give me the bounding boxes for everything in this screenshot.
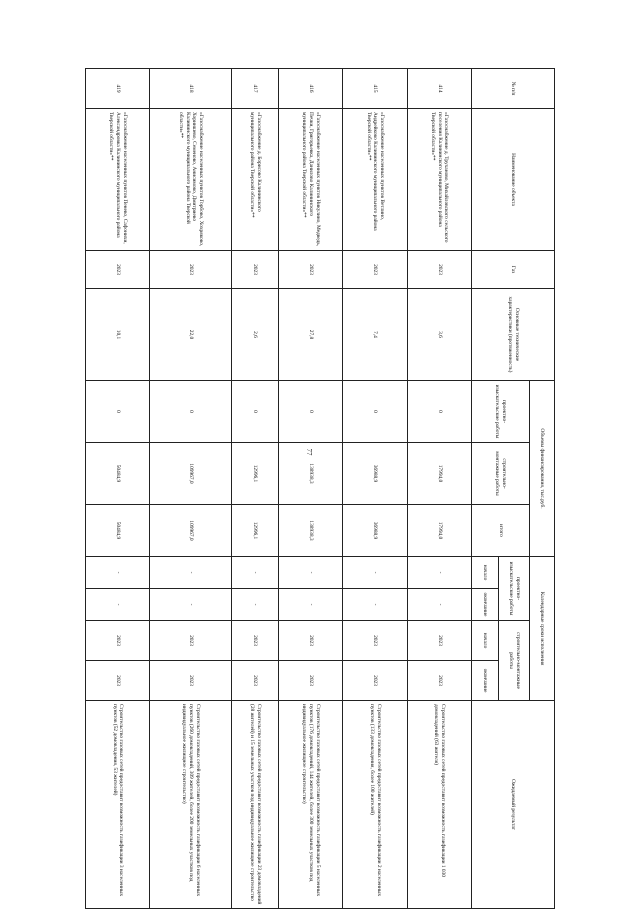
table-row	[279, 69, 343, 909]
cell-design: 0	[86, 381, 150, 443]
cell-characteristics: 27,8	[279, 289, 343, 381]
header-result: Ожидаемый результат	[472, 701, 555, 909]
cell-design: 0	[343, 381, 407, 443]
cell-design-start: -	[343, 557, 407, 589]
header-funding: Объемы финансирования, тыс.руб.	[530, 381, 555, 557]
cell-characteristics: 10,1	[86, 289, 150, 381]
table-row	[86, 69, 150, 909]
cell-num: 418	[150, 69, 232, 109]
cell-construction-end: 2023	[407, 661, 471, 701]
cell-design: 0	[150, 381, 232, 443]
cell-construction-end: 2023	[150, 661, 232, 701]
cell-characteristics: 2,6	[231, 289, 278, 381]
cell-construction-start: 2023	[231, 621, 278, 661]
cell-construction-end: 2023	[279, 661, 343, 701]
cell-construction-start: 2023	[279, 621, 343, 661]
table-header	[472, 69, 555, 909]
header-construction-works: строительно-монтажные работы	[472, 443, 530, 505]
cell-gas: 2023	[231, 251, 278, 289]
objects-table	[85, 68, 555, 909]
table-row	[343, 69, 407, 909]
cell-design: 0	[231, 381, 278, 443]
cell-num: 419	[86, 69, 150, 109]
header-gas: Газ	[472, 251, 555, 289]
header-name: Наименование объекта	[472, 109, 555, 251]
cell-construction-start: 2023	[150, 621, 232, 661]
cell-gas: 2023	[150, 251, 232, 289]
cell-construction: 12996,1	[231, 443, 278, 505]
cell-num: 415	[343, 69, 407, 109]
cell-design-end: -	[231, 589, 278, 621]
cell-characteristics: 22,0	[150, 289, 232, 381]
cell-construction: 17994,0	[407, 443, 471, 505]
header-construction-start: начало	[472, 621, 499, 661]
cell-characteristics: 3,6	[407, 289, 471, 381]
cell-gas: 2023	[343, 251, 407, 289]
cell-design: 0	[407, 381, 471, 443]
rotated-table-container	[85, 68, 555, 908]
header-total: итого	[472, 505, 530, 557]
cell-construction: 109967,0	[150, 443, 232, 505]
cell-name: «Газоснабжение населенных пунктов Горбово, Хохряково, Хориншево, Семеново, Анисимово, Дмитриево Калининского муниципального района Тверской области»**	[150, 109, 232, 251]
page-number: 77	[305, 448, 313, 456]
table-row	[150, 69, 232, 909]
cell-result: Строительство газовых сетей предоставит возможность газификации 5 населенных пунктов (176 домовладений, 144 жителей, более 300 земельных участков под индивидуальное жилищное строительство)	[279, 701, 343, 909]
header-design-start: начало	[472, 557, 499, 589]
cell-result: Строительство газовых сетей предоставит возможность газификации 23 домовладений (28 жителей) и 15 земельных участков под индивидуальное жилищное строительство	[231, 701, 278, 909]
header-characteristics: Основные технические характеристики (протяженность)	[472, 289, 555, 381]
header-schedule: Календарные сроки исполнения	[530, 557, 555, 701]
cell-design: 0	[279, 381, 343, 443]
cell-design-end: -	[407, 589, 471, 621]
cell-total: 17994,0	[407, 505, 471, 557]
cell-num: 416	[279, 69, 343, 109]
cell-name: «Газоснабжение д. Борисово Калининского муниципального района Тверской области»**	[231, 109, 278, 251]
cell-construction: 36988,9	[343, 443, 407, 505]
cell-construction-end: 2023	[343, 661, 407, 701]
cell-result: Строительство газовых сетей предоставит возможность газификации 2 населенных пунктов (133 домовладения, более 100 жителей)	[343, 701, 407, 909]
cell-design-end: -	[150, 589, 232, 621]
cell-result: Строительство газовых сетей предоставит возможность газификации 3 населенных пунктов (52 домовладения, 53 жителей)	[86, 701, 150, 909]
cell-construction-start: 2023	[86, 621, 150, 661]
cell-construction: 138938,3	[279, 443, 343, 505]
cell-gas: 2023	[279, 251, 343, 289]
header-num: № п/п	[472, 69, 555, 109]
cell-total: 36988,9	[343, 505, 407, 557]
cell-construction-start: 2023	[343, 621, 407, 661]
cell-design-start: -	[279, 557, 343, 589]
cell-total: 50484,9	[86, 505, 150, 557]
cell-name: «Газоснабжение населенных пунктов Ветлино, Андрейково Калининского муниципального района Тверской области»**	[343, 109, 407, 251]
cell-design-start: -	[407, 557, 471, 589]
cell-construction-end: 2023	[86, 661, 150, 701]
cell-design-start: -	[150, 557, 232, 589]
cell-name: «Газоснабжение населенных пунктов Пенево, Сафонихи, Александровка Калининского муниципального района Тверской области»**	[86, 109, 150, 251]
cell-design-end: -	[86, 589, 150, 621]
cell-name: «Газоснабжение д. Труханово, Михайловского сельского поселения Калининского муниципального района Тверской области»**	[407, 109, 471, 251]
cell-name: «Газоснабжение населенных пунктов Никулино, Медведь, Печки, Григорьевка, Данилово Калининского муниципального района Тверской области»**	[279, 109, 343, 251]
header-design-end: окончание	[472, 589, 499, 621]
header-design-works: проектно-изыскательские работы	[472, 381, 530, 443]
table-body	[86, 69, 472, 909]
cell-design-start: -	[231, 557, 278, 589]
cell-num: 414	[407, 69, 471, 109]
cell-result: Строительство газовых сетей предоставит возможность газификации 1 030 домовладений (63 жителя)	[407, 701, 471, 909]
cell-construction-end: 2023	[231, 661, 278, 701]
cell-gas: 2023	[86, 251, 150, 289]
cell-design-end: -	[279, 589, 343, 621]
header-schedule-construction: строительно-монтажные работы	[499, 621, 530, 701]
cell-total: 138938,3	[279, 505, 343, 557]
cell-total: 12996,1	[231, 505, 278, 557]
cell-total: 109967,0	[150, 505, 232, 557]
cell-gas: 2023	[407, 251, 471, 289]
cell-construction-start: 2023	[407, 621, 471, 661]
cell-design-start: -	[86, 557, 150, 589]
cell-characteristics: 7,4	[343, 289, 407, 381]
table-row	[231, 69, 278, 909]
header-schedule-design: проектно-изыскательские работы	[499, 557, 530, 621]
cell-construction: 50484,9	[86, 443, 150, 505]
cell-design-end: -	[343, 589, 407, 621]
header-construction-end: окончание	[472, 661, 499, 701]
cell-num: 417	[231, 69, 278, 109]
cell-result: Строительство газовых сетей предоставит возможность газификации 6 населенных пунктов (260 домовладений, 309 жителей, более 200 земельных участков под индивидуальное жилищное строительство)	[150, 701, 232, 909]
table-row	[407, 69, 471, 909]
